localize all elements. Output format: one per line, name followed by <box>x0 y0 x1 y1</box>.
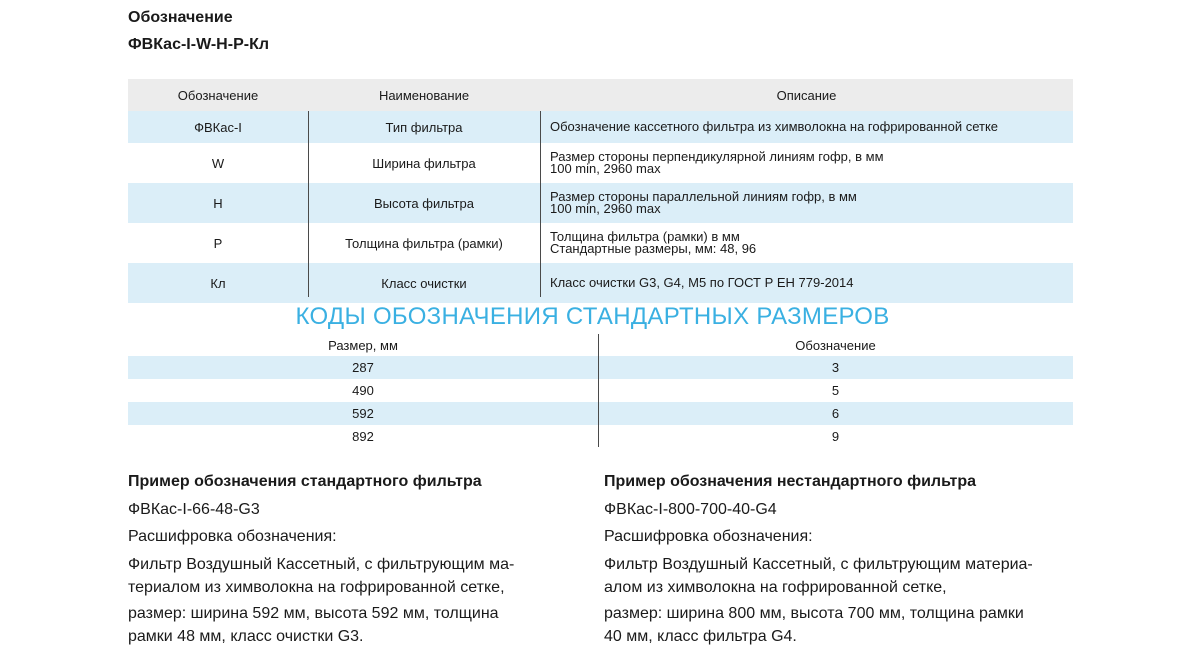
column-header-code: Обозначение <box>795 338 876 353</box>
example-title: Пример обозначения нестандартного фильтра <box>604 473 977 490</box>
column-header-name: Наименование <box>378 87 470 103</box>
table-row <box>128 379 1073 402</box>
row-code: Кл <box>210 275 226 291</box>
row-name: Ширина фильтра <box>372 155 476 171</box>
example-title: Пример обозначения стандартного фильтра <box>128 473 482 490</box>
example-description <box>604 602 1074 648</box>
description-line: Фильтр Воздушный Кассетный, с фильтрующим ма- <box>128 556 515 573</box>
code-value: 9 <box>831 429 840 444</box>
example-description <box>128 602 588 648</box>
column-divider <box>308 111 309 297</box>
description-line: размер: ширина 800 мм, высота 700 мм, толщина рамки <box>604 605 1024 622</box>
designation-table <box>128 79 1073 303</box>
example-code: ФВКас-I-800-700-40-G4 <box>604 501 777 518</box>
example-description <box>604 553 1074 599</box>
column-divider <box>540 111 541 297</box>
description-line: Размер стороны параллельной линиям гофр, в мм <box>550 189 857 204</box>
column-divider <box>598 334 599 447</box>
nonstandard-example <box>604 471 1074 651</box>
description-line: 100 min, 2960 max <box>550 201 661 216</box>
row-name: Толщина фильтра (рамки) <box>345 235 503 251</box>
code-value: 3 <box>831 360 840 375</box>
table-row <box>128 425 1073 448</box>
table-header-row <box>128 338 1073 356</box>
row-description <box>540 151 1073 175</box>
size-value: 287 <box>352 360 374 375</box>
code-value: 6 <box>831 406 840 421</box>
description-line: рамки 48 мм, класс очистки G3. <box>128 628 364 645</box>
description-line: Фильтр Воздушный Кассетный, с фильтрующим материа- <box>604 556 1033 573</box>
description-line: териалом из химволокна на гофрированной сетке, <box>128 579 505 596</box>
row-description <box>540 277 1073 289</box>
description-line: 100 min, 2960 max <box>550 161 661 176</box>
row-description <box>540 191 1073 215</box>
table-row <box>128 263 1073 303</box>
code-value: 5 <box>831 383 840 398</box>
example-code: ФВКас-I-66-48-G3 <box>128 501 260 518</box>
description-line: 40 мм, класс фильтра G4. <box>604 628 797 645</box>
description-line: Толщина фильтра (рамки) в мм <box>550 229 740 244</box>
table-header-row <box>128 79 1073 111</box>
description-line: Стандартные размеры, мм: 48, 96 <box>550 241 757 256</box>
decode-label: Расшифровка обозначения: <box>604 528 813 545</box>
example-description <box>128 553 588 599</box>
table-row <box>128 223 1073 263</box>
row-name: Класс очистки <box>381 275 467 291</box>
decode-label: Расшифровка обозначения: <box>128 528 337 545</box>
table-row <box>128 111 1073 143</box>
size-codes-table <box>128 338 1073 448</box>
designation-label: Обозначение <box>128 9 233 26</box>
standard-example <box>128 471 588 651</box>
row-code: W <box>211 155 225 171</box>
row-code: P <box>213 235 223 251</box>
row-name: Тип фильтра <box>385 119 463 135</box>
size-value: 592 <box>352 406 374 421</box>
column-header-description: Описание <box>776 87 837 103</box>
row-description <box>540 231 1073 255</box>
row-code: ФВКас-I <box>194 119 242 135</box>
row-description <box>540 121 1073 133</box>
description-line: Класс очистки G3, G4, M5 по ГОСТ Р ЕН 779-2014 <box>550 275 854 290</box>
table-row <box>128 356 1073 379</box>
size-value: 490 <box>352 383 374 398</box>
designation-code: ФВКас-I-W-H-P-Кл <box>128 36 269 53</box>
row-name: Высота фильтра <box>374 195 474 211</box>
description-line: Обозначение кассетного фильтра из химволокна на гофрированной сетке <box>550 119 999 134</box>
column-header-size: Размер, мм <box>328 338 398 353</box>
row-code: H <box>213 195 223 211</box>
description-line: алом из химволокна на гофрированной сетке, <box>604 579 947 596</box>
table-row <box>128 143 1073 183</box>
size-value: 892 <box>352 429 374 444</box>
description-line: размер: ширина 592 мм, высота 592 мм, толщина <box>128 605 499 622</box>
section-title: КОДЫ ОБОЗНАЧЕНИЯ СТАНДАРТНЫХ РАЗМЕРОВ <box>295 303 890 330</box>
column-header-code: Обозначение <box>177 87 259 103</box>
table-row <box>128 183 1073 223</box>
table-row <box>128 402 1073 425</box>
description-line: Размер стороны перпендикулярной линиям гофр, в мм <box>550 149 884 164</box>
